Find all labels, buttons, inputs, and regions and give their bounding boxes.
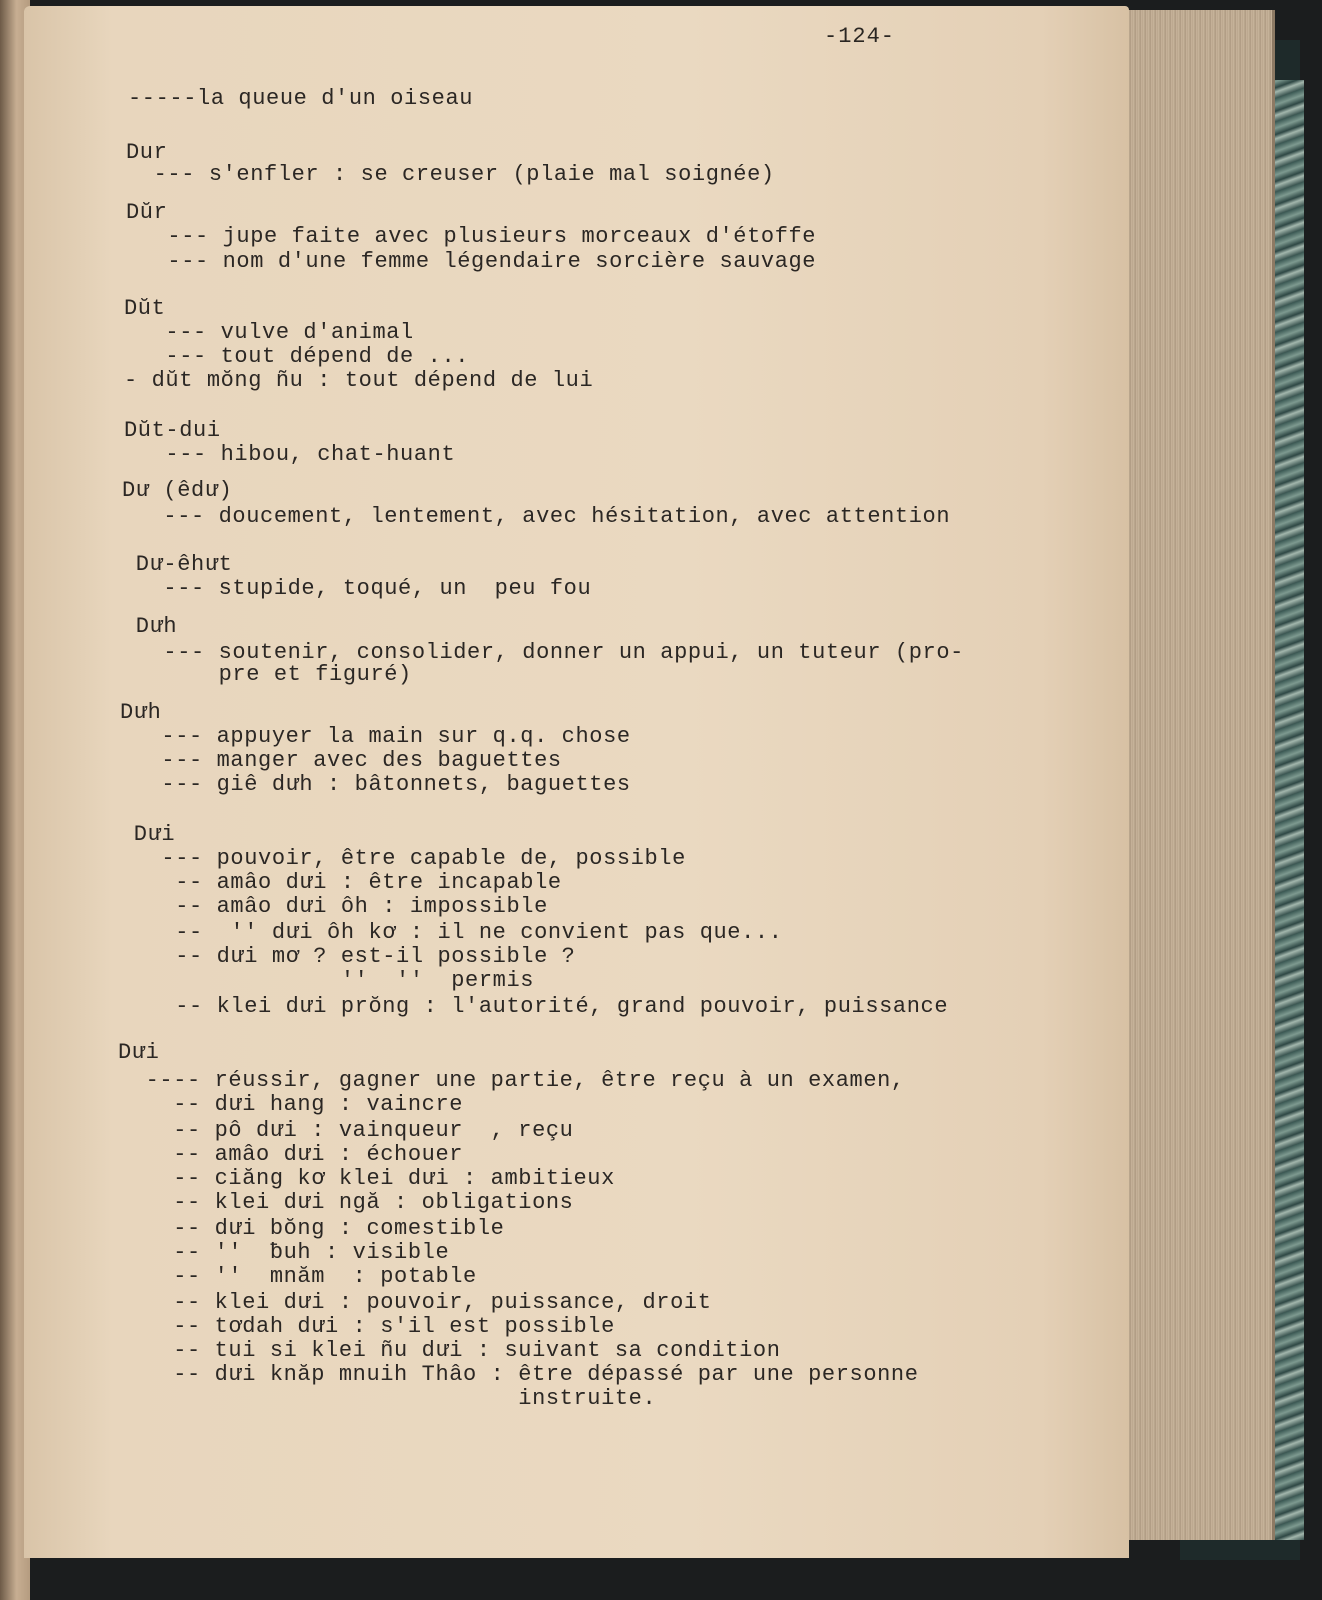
- text-line: Dưh: [122, 614, 178, 639]
- text-line: Dư (êdư): [122, 478, 233, 503]
- text-line: -- dưi mơ ? est-il possible ?: [120, 944, 576, 969]
- text-line: -- amâo dưi : être incapable: [120, 870, 562, 895]
- page-number: -124-: [824, 24, 896, 49]
- text-line: --- vulve d'animal: [124, 320, 414, 345]
- text-line: --- nom d'une femme légendaire sorcière sauvage: [126, 249, 817, 274]
- text-line: --- jupe faite avec plusieurs morceaux d'étoffe: [126, 224, 817, 249]
- text-line: --- s'enfler : se creuser (plaie mal soignée): [126, 162, 775, 187]
- text-line: -----la queue d'un oiseau: [128, 86, 474, 111]
- text-line: --- stupide, toqué, un peu fou: [122, 576, 592, 601]
- text-line: Dur: [126, 140, 168, 165]
- page-edges: [1122, 10, 1275, 1540]
- text-line: Dŭr: [126, 200, 168, 225]
- text-line: --- giê dưh : bâtonnets, baguettes: [120, 772, 631, 797]
- text-line: --- soutenir, consolider, donner un appui, un tuteur (pro-: [122, 640, 964, 665]
- text-line: - dŭt mŏng ñu : tout dépend de lui: [124, 368, 594, 393]
- text-line: -- amâo dưi : échouer: [118, 1142, 464, 1167]
- text-line: -- klei dưi : pouvoir, puissance, droit: [118, 1290, 712, 1315]
- text-line: --- doucement, lentement, avec hésitation, avec attention: [122, 504, 951, 529]
- text-line: -- '' dưi ôh kơ : il ne convient pas que...: [120, 920, 783, 945]
- text-line: Dŭt-dui: [124, 418, 221, 443]
- text-line: -- pô dưi : vainqueur , reçu: [118, 1118, 574, 1143]
- text-line: -- klei dưi prŏng : l'autorité, grand pouvoir, puissance: [120, 994, 949, 1019]
- text-line: --- appuyer la main sur q.q. chose: [120, 724, 631, 749]
- text-line: ---- réussir, gagner une partie, être reçu à un examen,: [118, 1068, 905, 1093]
- text-line: -- tui si klei ñu dưi : suivant sa condition: [118, 1338, 781, 1363]
- text-line: -- '' ƀuh : visible: [118, 1240, 450, 1265]
- text-line: -- dưi hang : vaincre: [118, 1092, 464, 1117]
- text-line: -- tơdah dưi : s'il est possible: [118, 1314, 615, 1339]
- text-line: -- klei dưi ngă : obligations: [118, 1190, 574, 1215]
- text-line: '' '' permis: [120, 968, 535, 993]
- text-line: pre et figuré): [122, 662, 412, 687]
- text-line: --- manger avec des baguettes: [120, 748, 562, 773]
- text-line: Dŭt: [124, 296, 166, 321]
- text-line: --- hibou, chat-huant: [124, 442, 456, 467]
- text-line: -- amâo dưi ôh : impossible: [120, 894, 548, 919]
- text-line: -- ciăng kơ klei dưi : ambitieux: [118, 1166, 615, 1191]
- text-line: instruite.: [118, 1386, 657, 1411]
- text-line: -- '' mnăm : potable: [118, 1264, 477, 1289]
- text-line: Dưi: [118, 1040, 160, 1065]
- text-line: Dưi: [120, 822, 176, 847]
- text-line: -- dưi knăp mnuih Thâo : être dépassé par une personne: [118, 1362, 919, 1387]
- text-line: --- tout dépend de ...: [124, 344, 470, 369]
- text-line: --- pouvoir, être capable de, possible: [120, 846, 686, 871]
- text-line: Dưh: [120, 700, 162, 725]
- text-line: -- dưi bŏng : comestible: [118, 1216, 505, 1241]
- text-line: Dư-êhưt: [122, 552, 233, 577]
